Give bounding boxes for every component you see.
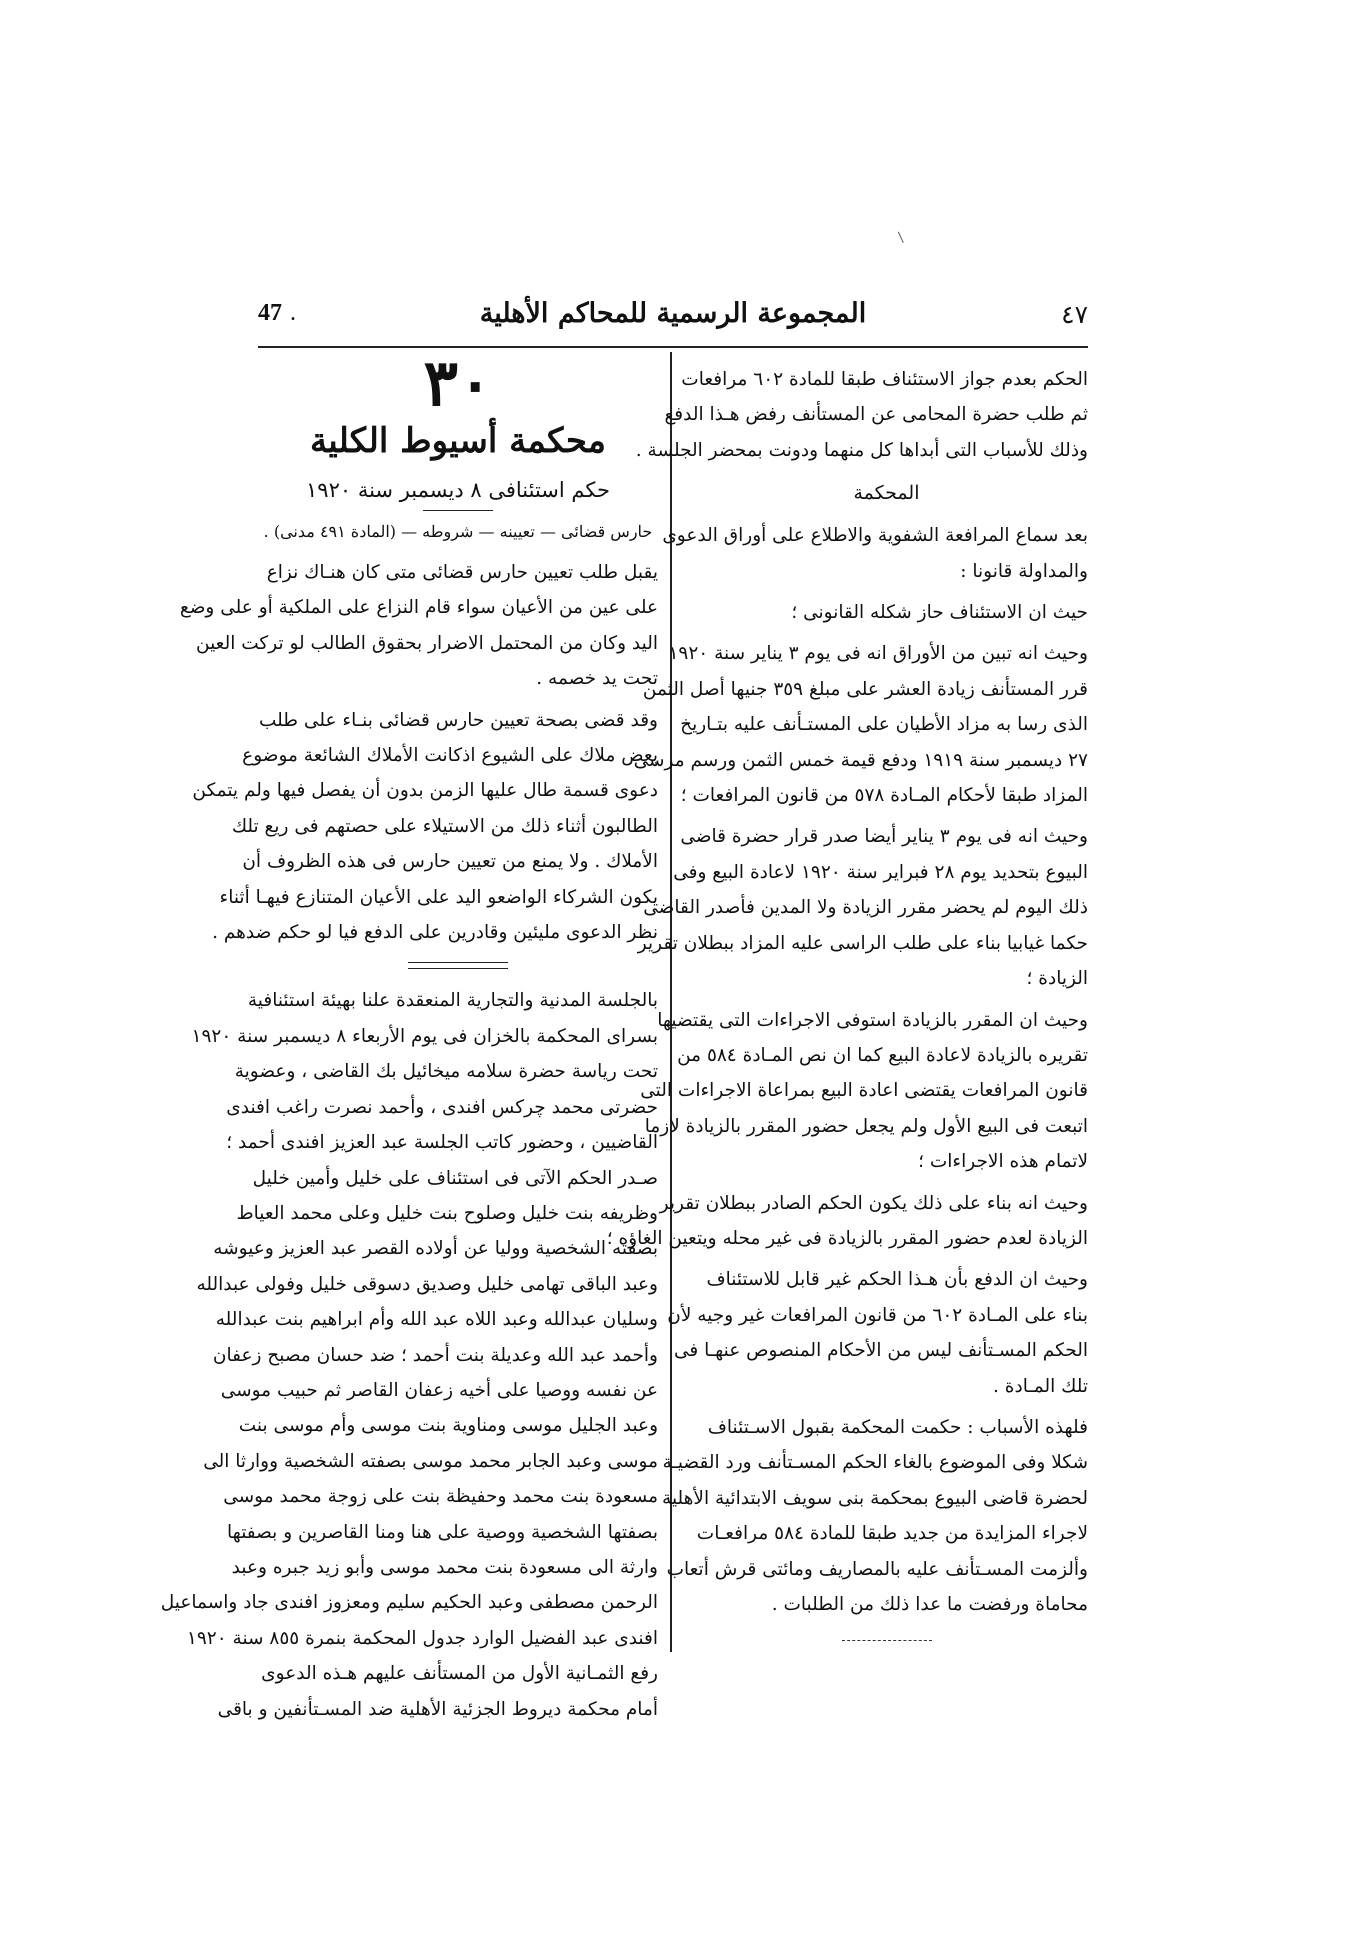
text-line: لاجراء المزايدة من جديد طبقا للمادة ٥٨٤ مرافعـات [696,1523,1088,1545]
text-line: الطالبون أثناء ذلك من الاستيلاء على حصتهم فى ريع تلك [231,815,658,837]
paragraph [667,1262,1088,1404]
text-line: حيث ان الاستئناف حاز شكله القانونى ؛ [791,602,1088,624]
text-line: مسعودة بنت محمد وحفيظة بنت على زوجة محمد موسى [223,1486,658,1508]
intro-paragraph [635,362,1088,468]
court-name: محكمة أسيوط الكلية [309,421,607,461]
text-line: لاتمام هذه الاجراءات ؛ [918,1151,1088,1173]
text-line: وألزمت المسـتأنف عليه بالمصاريف ومائتى قرش أتعاب [666,1558,1088,1580]
summary-paragraph-1 [179,555,658,697]
text-line: شكلا وفى الموضوع بالغاء الحكم المسـتأنف ورد القضيـة [662,1452,1088,1474]
text-line: وحيث انه فى يوم ٣ يناير أيضا صدر قرار حضرة قاضى [680,826,1088,848]
text-line: والمداولة قانونا : [960,560,1088,582]
text-line: قرر المستأنف زيادة العشر على مبلغ ٣٥٩ جنيها أصل الثمن [642,678,1088,700]
text-line: دعوى قسمة طال عليها الزمن بدون أن يفصل فيها ولم يتمكن [192,780,658,802]
page-number-latin: 47 . [258,300,296,326]
summary-paragraph-2 [192,703,658,951]
text-line: يكون الشركاء الواضعو اليد على الأعيان المتنازع فيهـا أثناء [219,886,658,908]
paragraph [640,1003,1088,1180]
paragraph [685,595,1088,630]
text-line: تحت يد خصمه . [536,668,658,690]
text-line: الزيادة لعدم حضور المقرر بالزيادة فى غير محله ويتعين الغاؤه ؛ [606,1227,1088,1249]
text-line: عن نفسه ووصيا على أخيه زعفان القاصر ثم حبيب موسى [220,1379,658,1401]
text-line: حكما غيابيا بناء على طلب الراسى عليه المزاد ببطلان تقرير [637,932,1088,954]
text-line: وقد قضى بصحة تعيين حارس قضائى بنـاء على طلب [259,709,658,731]
text-line: قانون المرافعات يقتضى اعادة البيع بمراعاة الاجراءات التى [640,1080,1088,1102]
right-column [160,346,658,1733]
text-line: حضرتى محمد چركس افندى ، وأحمد نصرت راغب افندى [226,1096,658,1118]
scan-mark [898,229,909,243]
keywords: حارس قضائى — تعيينه — شروطه — (المادة ٤٩١ مدنى) . [263,522,653,541]
end-rule [842,1640,932,1641]
text-line: تقريره بالزيادة لاعادة البيع كما ان نص المـادة ٥٨٤ من [677,1044,1088,1066]
text-line: صـدر الحكم الآتى فى استئناف على خليل وأمين خليل [252,1167,658,1189]
text-line: لحضرة قاضى البيوع بمحكمة بنى سويف الابتدائية الأهلية [662,1487,1088,1509]
text-line: وعبد الباقى تهامى خليل وصديق دسوقى خليل وفولى عبدالله [196,1273,658,1295]
text-line: الرحمن مصطفى وعبد الحكيم سليم ومعزوز افندى جاد واسماعيل [160,1592,658,1614]
text-line: اتبعت فى البيع الأول ولم يجعل حضور المقرر بالزيادة لازما [644,1115,1088,1137]
publication-title: المجموعة الرسمية للمحاكم الأهلية [479,298,867,329]
page-number-arabic: ٤٧ [1061,300,1088,329]
left-column [606,362,1088,1641]
text-line: بصفتها الشخصية ووصية على هنا ومنا القاصرين و بصفتها [227,1521,658,1543]
text-line: البيوع بتحديد يوم ٢٨ فبراير سنة ١٩٢٠ لاعادة البيع وفى [673,861,1088,883]
header-rule [258,346,1088,348]
text-line: وسليان عبدالله وعبد اللاه عبد الله وأم ابراهيم بنت عبدالله [215,1309,658,1331]
short-rule [423,510,493,511]
verdict-paragraph [662,1410,1088,1622]
text-line: تلك المـادة . [993,1375,1088,1397]
text-line: وحيث انه بناء على ذلك يكون الحكم الصادر ببطلان تقرير [659,1192,1088,1214]
text-line: وظريفه بنت خليل وصلوح بنت خليل وعلى محمد العياط [236,1202,658,1224]
text-line: ذلك اليوم لم يحضر مقرر الزيادة ولا المدين فأصدر القاضى [643,897,1088,919]
text-line: ٢٧ ديسمبر سنة ١٩١٩ ودفع قيمة خمس الثمن ورسم مرسى [633,749,1088,771]
text-line: وحيث ان الدفع بأن هـذا الحكم غير قابل للاستئناف [706,1269,1088,1291]
section-separator [408,962,508,969]
text-line: المزاد طبقا لأحكام المـادة ٥٧٨ من قانون المرافعات ؛ [680,785,1088,807]
paragraph [633,636,1088,813]
text-line: وأحمد عبد الله وعديلة بنت أحمد ؛ ضد حسان مصبح زعفان [212,1344,658,1366]
text-line: اليد وكان من المحتمل الاضرار بحقوق الطالب لو تركت العين [196,632,658,654]
text-line: فلهذه الأسباب : حكمت المحكمة بقبول الاسـتئناف [707,1416,1088,1438]
text-line: بعد سماع المرافعة الشفوية والاطلاع على أوراق الدعوى [662,525,1088,547]
text-line: الزيادة ؛ [1026,968,1088,990]
text-line: وذلك للأسباب التى أبداها كل منهما ودونت بمحضر الجلسة . [635,439,1088,461]
text-line: وحيث ان المقرر بالزيادة استوفى الاجراءات التى يقتضيها [657,1009,1088,1031]
text-line: بالجلسة المدنية والتجارية المنعقدة علنا بهيئة استئنافية [247,990,658,1012]
paragraph [606,1186,1088,1257]
session-paragraph [160,983,658,1727]
text-line: الحكم بعدم جواز الاستئناف طبقا للمادة ٦٠٢ مرافعات [681,369,1088,390]
text-line: وحيث انه تبين من الأوراق انه فى يوم ٣ يناير سنة ١٩٢٠ [668,643,1088,665]
text-line: الذى رسا به مزاد الأطيان على المستـأنف عليه بتـاريخ [680,714,1088,736]
case-number: ٣٠ [423,346,493,421]
text-line: محاماة ورفضت ما عدا ذلك من الطلبات . [771,1594,1088,1615]
text-line: بعض ملاك على الشيوع اذكانت الأملاك الشائعة موضوع [242,745,658,767]
page-header [258,296,1088,342]
text-line: بسراى المحكمة بالخزان فى يوم الأربعاء ٨ ديسمبر سنة ١٩٢٠ [191,1025,658,1047]
ruling-line: حكم استئنافى ٨ ديسمبر سنة ١٩٢٠ [306,478,610,502]
text-line: رفع الثمـانية الأول من المستأنف عليهم هـذه الدعوى [261,1663,658,1685]
section-title: المحكمة [853,482,920,505]
text-line: ثم طلب حضرة المحامى عن المستأنف رفض هـذا الدفع [664,404,1088,426]
text-line: يقبل طلب تعيين حارس قضائى متى كان هنـاك نزاع [266,562,658,583]
text-line: الحكم المسـتأنف ليس من الأحكام المنصوص عنهـا فى [673,1340,1088,1362]
text-line: تحت رياسة حضرة سلامه ميخائيل بك القاضى ، وعضوية [234,1061,658,1083]
text-line: وارثة الى مسعودة بنت محمد موسى وأبو زيد جبره وعبد [231,1556,658,1578]
text-line: نظر الدعوى مليئين وقادرين على الدفع فيا لو حكم ضدهم . [212,922,658,944]
text-line: موسى وعبد الجابر محمد موسى بصفته الشخصية ووارثا الى [203,1450,658,1472]
text-line: على عين من الأعيان سواء قام النزاع على الملكية أو على وضع [179,597,658,619]
text-line: القاضيين ، وحضور كاتب الجلسة عبد العزيز افندى أحمد ؛ [226,1132,658,1154]
text-line: الأملاك . ولا يمنع من تعيين حارس فى هذه الظروف أن [242,851,658,873]
text-line: أمام محكمة ديروط الجزئية الأهلية ضد المسـتأنفين و باقى [217,1698,658,1720]
text-line: بناء على المـادة ٦٠٢ من قانون المرافعات غير وجيه لأن [667,1304,1088,1326]
text-line: افندى عبد الفضيل الوارد جدول المحكمة بنمرة ٨٥٥ سنة ١٩٢٠ [186,1627,658,1649]
paragraph [637,819,1088,996]
text-line: وعبد الجليل موسى ومناوية بنت موسى وأم موسى بنت [238,1415,658,1437]
paragraph [662,518,1088,589]
text-line: بصفته الشخصية ووليا عن أولاده القصر عبد العزيز وعيوشه [213,1238,658,1260]
